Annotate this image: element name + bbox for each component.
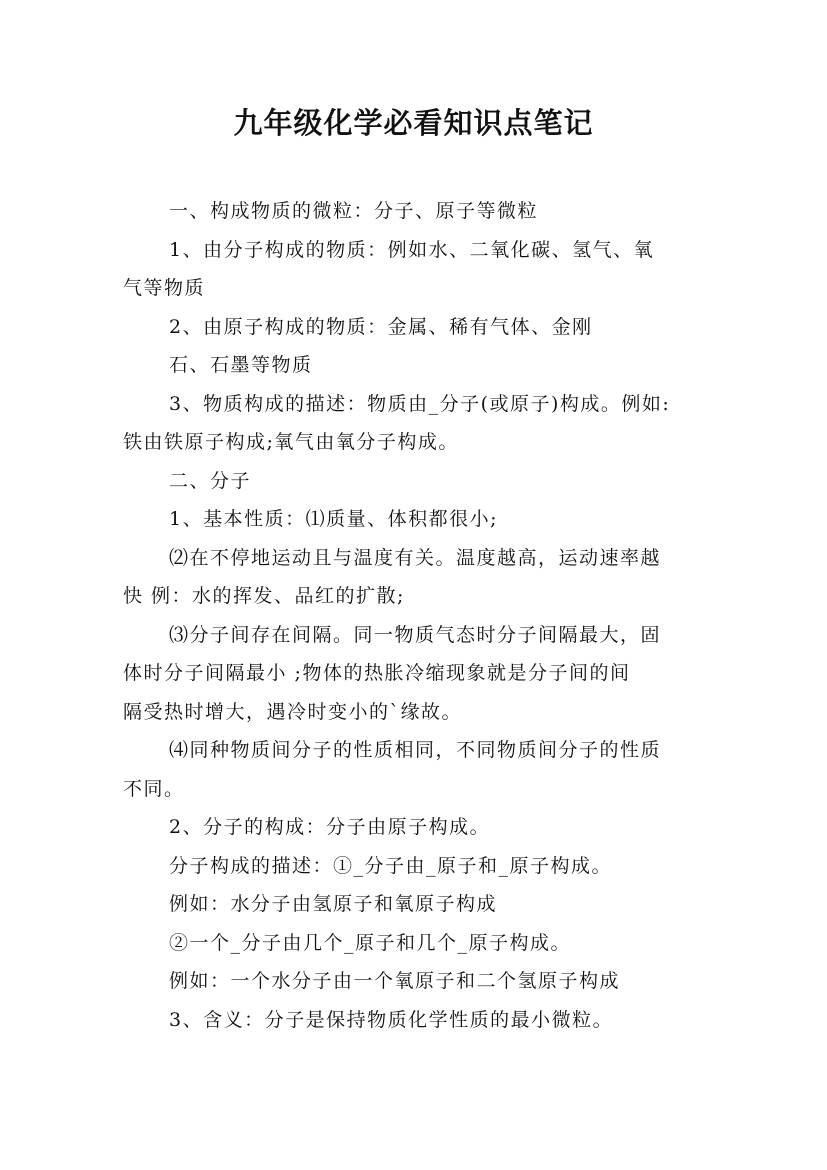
document-title: 九年级化学必看知识点笔记 xyxy=(233,106,594,140)
paragraph-line: 分子构成的描述：①_分子由_原子和_原子构成。 xyxy=(169,854,613,877)
paragraph-line: ②一个_分子由几个_原子和几个_原子构成。 xyxy=(169,931,572,954)
paragraph-line: 体时分子间隔最小 ;物体的热胀冷缩现象就是分子间的间 xyxy=(123,662,631,684)
paragraph-line: 1、基本性质：⑴质量、体积都很小; xyxy=(169,508,498,530)
document-body xyxy=(123,192,703,1039)
paragraph-line: 2、分子的构成：分子由原子构成。 xyxy=(169,816,491,838)
paragraph-line: 铁由铁原子构成;氧气由氧分子构成。 xyxy=(123,431,459,453)
paragraph-line: 1、由分子构成的物质：例如水、二氧化碳、氢气、氧 xyxy=(169,238,655,261)
paragraph-line: 气等物质 xyxy=(123,277,206,299)
paragraph-line: 石、石墨等物质 xyxy=(169,354,313,376)
paragraph-line: 3、物质构成的描述：物质由_分子(或原子)构成。例如: xyxy=(169,392,671,415)
section-heading: 二、分子 xyxy=(169,469,252,492)
paragraph-line: 3、含义：分子是保持物质化学性质的最小微粒。 xyxy=(169,1008,614,1031)
paragraph-line: 例如：一个水分子由一个氧原子和二个氢原子构成 xyxy=(169,970,621,992)
paragraph-line: 一、构成物质的微粒：分子、原子等微粒 xyxy=(169,200,539,222)
paragraph-line: 例如：水分子由氢原子和氧原子构成 xyxy=(169,893,498,915)
paragraph-line: 2、由原子构成的物质：金属、稀有气体、金刚 xyxy=(169,315,593,338)
paragraph-line: 不同。 xyxy=(123,777,185,800)
paragraph-line: 隔受热时增大，遇冷时变小的`缘故。 xyxy=(123,700,463,723)
paragraph-line: 快 例：水的挥发、品红的扩散; xyxy=(123,585,405,607)
paragraph-line: ⑶分子间存在间隔。同一物质气态时分子间隔最大，固 xyxy=(169,623,662,646)
paragraph-line: ⑵在不停地运动且与温度有关。温度越高，运动速率越 xyxy=(169,546,662,569)
paragraph-line: ⑷同种物质间分子的性质相同，不同物质间分子的性质 xyxy=(169,739,662,761)
